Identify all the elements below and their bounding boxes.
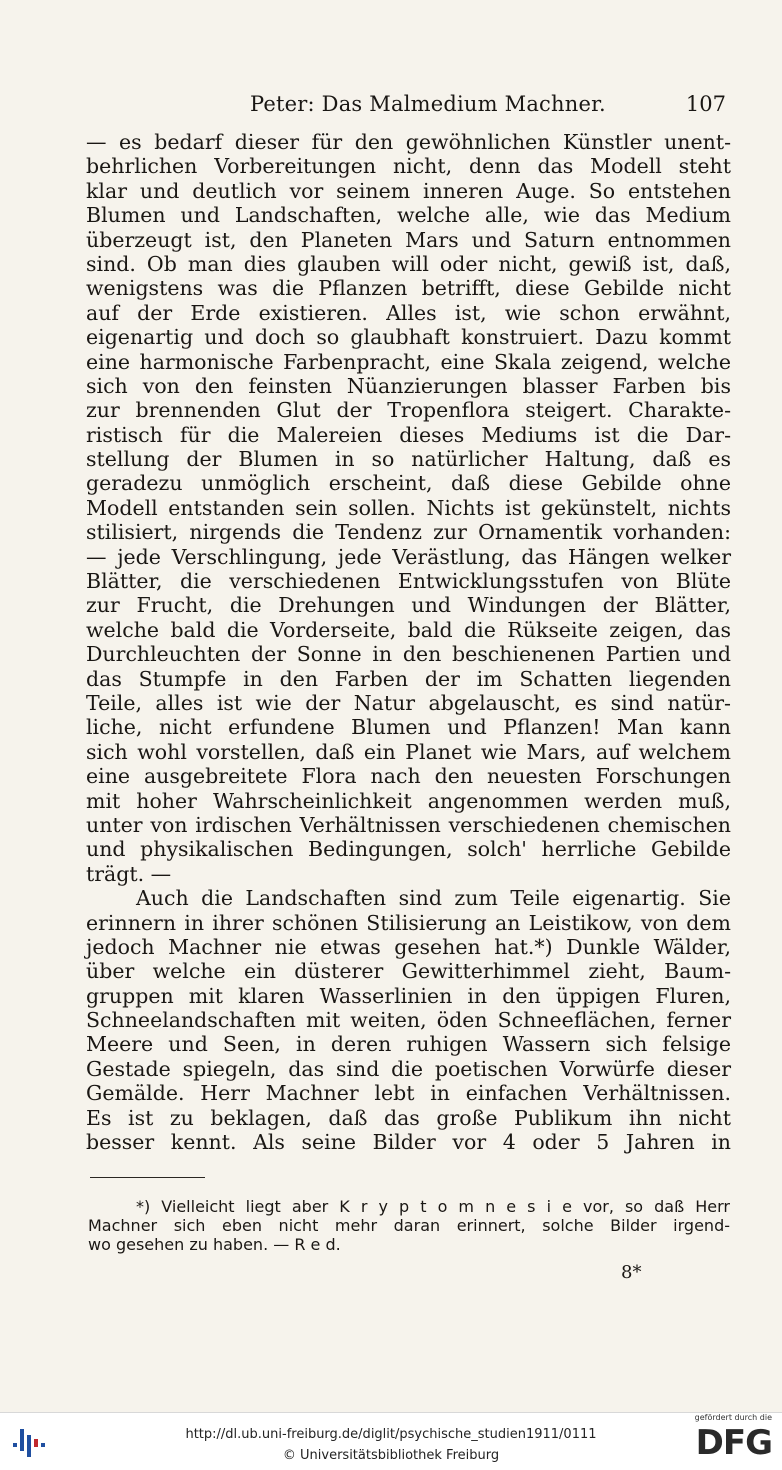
text-line: Meere und Seen, in deren ruhigen Wassern sich felsige	[86, 1032, 731, 1057]
text-line: überzeugt ist, den Planeten Mars und Saturn entnommen	[86, 227, 731, 252]
text-line: erinnern in ihrer schönen Stilisierung an Leistikow, von dem	[86, 910, 731, 935]
text-line: stilisiert, nirgends die Tendenz zur Ornamentik vorhanden:	[86, 520, 731, 545]
footnote	[88, 1197, 730, 1254]
text-line: Blätter, die verschiedenen Entwicklungsstufen von Blüte	[86, 569, 731, 594]
footnote-rule	[90, 1177, 205, 1178]
page-number: 107	[685, 92, 726, 116]
text-line: Auch die Landschaften sind zum Teile eigenartig. Sie	[136, 886, 731, 911]
text-line: besser kennt. Als seine Bilder vor 4 oder 5 Jahren in	[86, 1130, 731, 1155]
text-line: welche bald die Vorderseite, bald die Rükseite zeigen, das	[86, 617, 731, 642]
footnote-line: *) Vielleicht liegt aber K r y p t o m n e s i e vor, so daß Herr	[136, 1197, 730, 1216]
text-line: wenigstens was die Pflanzen betrifft, diese Gebilde nicht	[86, 276, 731, 301]
dfg-caption: gefördert durch die	[694, 1413, 772, 1422]
footnote-line: Machner sich eben nicht mehr daran erinnert, solche Bilder irgend-	[88, 1216, 730, 1235]
signature-mark: 8*	[621, 1262, 642, 1283]
text-line: Gemälde. Herr Machner lebt in einfachen Verhältnissen.	[86, 1081, 731, 1106]
text-line: liche, nicht erfundene Blumen und Pflanzen! Man kann	[86, 715, 731, 740]
text-line: eine harmonische Farbenpracht, eine Skala zeigend, welche	[86, 349, 731, 374]
text-line: stellung der Blumen in so natürlicher Haltung, daß es	[86, 447, 731, 472]
text-line: und physikalischen Bedingungen, solch' herrliche Gebilde	[86, 837, 731, 862]
copyright-text: © Universitätsbibliothek Freiburg	[282, 1448, 500, 1463]
body-text	[86, 130, 731, 1154]
text-line: geradezu unmöglich erscheint, daß diese Gebilde ohne	[86, 471, 731, 496]
text-line: sind. Ob man dies glauben will oder nicht, gewiß ist, daß,	[86, 251, 731, 276]
text-line: Gestade spiegeln, das sind die poetischen Vorwürfe dieser	[86, 1056, 731, 1081]
text-line: Modell entstanden sein sollen. Nichts ist gekünstelt, nichts	[86, 495, 731, 520]
text-line: unter von irdischen Verhältnissen verschiedenen chemischen	[86, 812, 731, 837]
page-header	[0, 92, 782, 122]
text-line: eine ausgebreitete Flora nach den neuesten Forschungen	[86, 764, 731, 789]
text-line: — es bedarf dieser für den gewöhnlichen Künstler unent-	[86, 130, 731, 154]
text-line: Schneelandschaften mit weiten, öden Schneeflächen, ferner	[86, 1008, 731, 1033]
text-line: Teile, alles ist wie der Natur abgelauscht, es sind natür-	[86, 690, 731, 715]
text-line: Durchleuchten der Sonne in den beschienenen Partien und	[86, 642, 731, 667]
viewer-footer	[0, 1412, 782, 1470]
source-url-link[interactable]: http://dl.ub.uni-freiburg.de/diglit/psychische_studien1911/0111	[185, 1427, 597, 1442]
text-line: das Stumpfe in den Farben der im Schatten liegenden	[86, 666, 731, 691]
text-line: behrlichen Vorbereitungen nicht, denn das Modell steht	[86, 154, 731, 179]
footnote-line: wo gesehen zu haben. — R e d.	[88, 1235, 341, 1254]
text-line: eigenartig und doch so glaubhaft konstruiert. Dazu kommt	[86, 325, 731, 350]
dfg-logo: DFG	[695, 1423, 772, 1463]
text-line: sich von den feinsten Nüanzierungen blasser Farben bis	[86, 373, 731, 398]
text-line: jedoch Machner nie etwas gesehen hat.*) Dunkle Wälder,	[86, 934, 731, 959]
text-line: mit hoher Wahrscheinlichkeit angenommen werden muß,	[86, 788, 731, 813]
text-line: gruppen mit klaren Wasserlinien in den üppigen Fluren,	[86, 983, 731, 1008]
text-line: klar und deutlich vor seinem inneren Auge. So entstehen	[86, 178, 731, 203]
text-line: über welche ein düsterer Gewitterhimmel zieht, Baum-	[86, 959, 731, 984]
text-line: zur Frucht, die Drehungen und Windungen der Blätter,	[86, 593, 731, 618]
text-line: zur brennenden Glut der Tropenflora steigert. Charakte-	[86, 398, 731, 423]
text-line: ristisch für die Malereien dieses Mediums ist die Dar-	[86, 422, 731, 447]
text-line: Blumen und Landschaften, welche alle, wie das Medium	[86, 203, 731, 228]
running-title: Peter: Das Malmedium Machner.	[250, 92, 606, 116]
text-line: — jede Verschlingung, jede Verästlung, das Hängen welker	[86, 544, 731, 569]
text-line: auf der Erde existieren. Alles ist, wie schon erwähnt,	[86, 300, 731, 325]
text-line: trägt. —	[86, 861, 172, 886]
text-line: Es ist zu beklagen, daß das große Publikum ihn nicht	[86, 1105, 731, 1130]
text-line: sich wohl vorstellen, daß ein Planet wie Mars, auf welchem	[86, 739, 731, 764]
